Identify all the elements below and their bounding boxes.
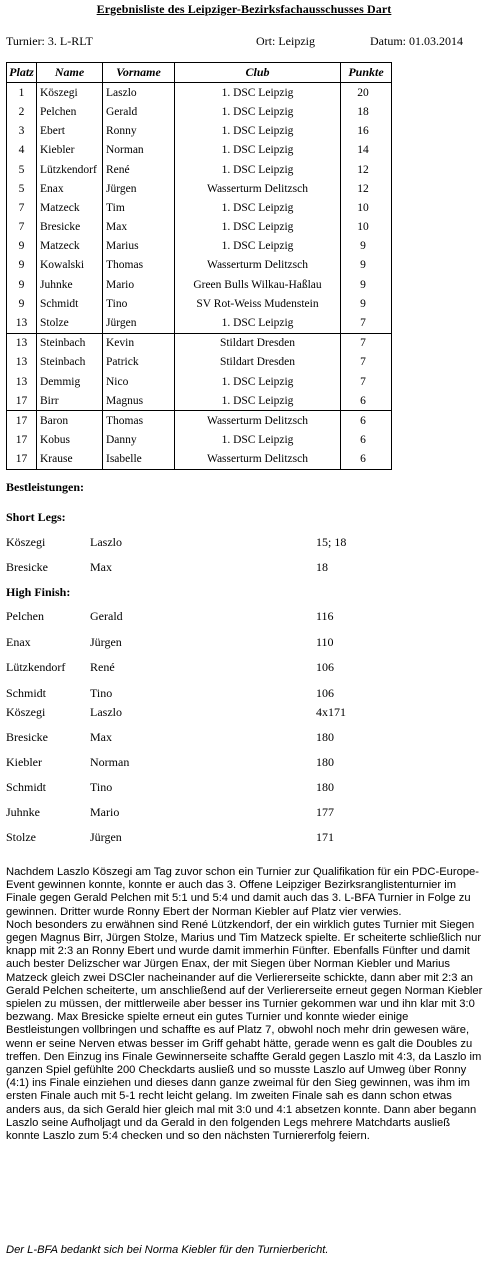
high-finish-value: 4x171: [316, 705, 346, 719]
cell-platz: 13: [7, 372, 37, 391]
cell-punkte: 9: [341, 294, 392, 313]
header-vorname: Vorname: [103, 63, 175, 83]
table-row: [7, 160, 392, 179]
table-row: [7, 179, 392, 198]
cell-punkte: 6: [341, 411, 392, 431]
report-paragraph-2: Noch besonders zu erwähnen sind René Lützkendorf, der ein wirklich gutes Turnier mit Siegen gegen Magnus Birr, Jürgen Stolze, Marius und Tim Matzeck spielte. Er scheiterte schließlich nur knapp mit 2:3 an Ronny Ebert und wurde damit immerhin Fünfter. Ebenfalls Fünfter und damit auch bester Delizscher war Jürgen Enax, der mit Siegen über Norman Kiebler und Marius Matzeck gleich zwei DSCler nacheinander auf die Verliererseite schickte, dann aber mit 2:3 an Gerald Pelchen scheiterte, um anschließend auf der Verliererseite erneut gegen Norman Kiebler spielen zu müssen, der mittlerweile aber besser ins Turnier gekommen war und ihn klar mit 3:0 bezwang. Max Bresicke spielte erneut ein gutes Turnier und konnte wieder einige Bestleistungen vollbringen und schaffte es auf Platz 7, obwohl noch mehr drin gewesen wäre, wenn er seine Nerven etwas besser im Griff gehabt hätte, gerade wenn es galt die Doubles zu treffen. Den Einzug ins Finale Gewinnerseite schaffte Gerald gegen Laszlo mit 4:3, da Laszlo im ganzen Spiel gefühlte 200 Checkdarts ausließ und so musste Laszlo auf Umweg über Ronny (4:1) ins Finale einziehen und dieses dann ganze zweimal für den Sieg gewinnen, was ihm im ersten Finale auch mit 5-1 recht leicht gelang. Im zweiten Finale sah es dann schon etwas anders aus, da sich Gerald hier gleich mal mit 3:0 und 4:1 absetzen konnte. Dann aber begann Laszlo seine Aufholjagt und da Gerald in den folgenden Legs mehrere Matchdarts ausließ konnte Laszlo zum 5:4 checken und so den nächsten Turniererfolg feiern.: [6, 918, 483, 1143]
cell-vorname: Kevin: [103, 333, 175, 353]
cell-club: Green Bulls Wilkau-Haßlau: [175, 275, 341, 294]
cell-club: 1. DSC Leipzig: [175, 237, 341, 256]
cell-name: Kiebler: [37, 141, 103, 160]
table-row: [7, 313, 392, 333]
high-finish-name: Juhnke: [6, 805, 40, 819]
cell-punkte: 12: [341, 160, 392, 179]
cell-vorname: René: [103, 160, 175, 179]
cell-vorname: Marius: [103, 237, 175, 256]
high-finish-name: Pelchen: [6, 609, 44, 623]
table-row: [7, 391, 392, 411]
bestleistungen-heading: Bestleistungen:: [6, 480, 84, 494]
cell-club: 1. DSC Leipzig: [175, 102, 341, 121]
short-legs-vorname: Laszlo: [90, 535, 122, 549]
cell-punkte: 10: [341, 218, 392, 237]
cell-punkte: 7: [341, 313, 392, 333]
cell-vorname: Magnus: [103, 391, 175, 411]
cell-name: Schmidt: [37, 294, 103, 313]
cell-platz: 13: [7, 353, 37, 372]
high-finish-name: Enax: [6, 635, 31, 649]
cell-punkte: 18: [341, 102, 392, 121]
cell-club: 1. DSC Leipzig: [175, 141, 341, 160]
cell-platz: 5: [7, 179, 37, 198]
cell-punkte: 7: [341, 372, 392, 391]
table-row: [7, 218, 392, 237]
cell-vorname: Mario: [103, 275, 175, 294]
cell-punkte: 9: [341, 237, 392, 256]
cell-punkte: 6: [341, 431, 392, 450]
cell-vorname: Tim: [103, 198, 175, 217]
header-club: Club: [175, 63, 341, 83]
high-finish-vorname: Tino: [90, 780, 113, 794]
cell-punkte: 9: [341, 275, 392, 294]
cell-platz: 2: [7, 102, 37, 121]
page-title: Ergebnisliste des Leipziger-Bezirksfachausschusses Dart: [96, 2, 392, 16]
cell-platz: 13: [7, 333, 37, 353]
short-legs-vorname: Max: [90, 560, 112, 574]
high-finish-vorname: René: [90, 660, 115, 674]
cell-platz: 9: [7, 237, 37, 256]
cell-platz: 17: [7, 391, 37, 411]
cell-platz: 9: [7, 294, 37, 313]
cell-name: Kowalski: [37, 256, 103, 275]
cell-platz: 5: [7, 160, 37, 179]
cell-platz: 9: [7, 256, 37, 275]
high-finish-name: Lützkendorf: [6, 660, 66, 674]
high-finish-name: Schmidt: [6, 780, 47, 794]
cell-name: Bresicke: [37, 218, 103, 237]
cell-platz: 13: [7, 313, 37, 333]
cell-club: Stildart Dresden: [175, 353, 341, 372]
short-legs-name: Bresicke: [6, 560, 48, 574]
table-row: [7, 372, 392, 391]
high-finish-name: Schmidt: [6, 686, 47, 700]
header-platz: Platz: [7, 63, 37, 83]
cell-name: Matzeck: [37, 237, 103, 256]
short-legs-value: 18: [316, 560, 328, 574]
cell-punkte: 6: [341, 391, 392, 411]
cell-club: 1. DSC Leipzig: [175, 160, 341, 179]
high-finish-vorname: Laszlo: [90, 705, 122, 719]
table-row: [7, 275, 392, 294]
cell-club: 1. DSC Leipzig: [175, 431, 341, 450]
cell-platz: 9: [7, 275, 37, 294]
table-row: [7, 141, 392, 160]
cell-vorname: Thomas: [103, 411, 175, 431]
table-row: [7, 102, 392, 121]
cell-vorname: Laszlo: [103, 83, 175, 103]
high-finish-vorname: Jürgen: [90, 635, 122, 649]
cell-name: Birr: [37, 391, 103, 411]
cell-punkte: 7: [341, 353, 392, 372]
high-finish-vorname: Jürgen: [90, 830, 122, 844]
cell-name: Pelchen: [37, 102, 103, 121]
high-finish-heading: High Finish:: [6, 585, 71, 599]
cell-platz: 17: [7, 431, 37, 450]
cell-platz: 7: [7, 198, 37, 217]
high-finish-value: 180: [316, 755, 334, 769]
high-finish-value: 106: [316, 660, 334, 674]
cell-platz: 17: [7, 411, 37, 431]
cell-club: Stildart Dresden: [175, 333, 341, 353]
cell-punkte: 20: [341, 83, 392, 103]
table-row: [7, 431, 392, 450]
high-finish-vorname: Tino: [90, 686, 113, 700]
table-row: [7, 237, 392, 256]
cell-vorname: Isabelle: [103, 450, 175, 470]
table-row: [7, 450, 392, 470]
table-row: [7, 294, 392, 313]
high-finish-value: 177: [316, 805, 334, 819]
cell-name: Lützkendorf: [37, 160, 103, 179]
cell-name: Matzeck: [37, 198, 103, 217]
datum-label: Datum: 01.03.2014: [370, 34, 463, 48]
cell-club: Wasserturm Delitzsch: [175, 411, 341, 431]
cell-vorname: Jürgen: [103, 313, 175, 333]
cell-vorname: Nico: [103, 372, 175, 391]
cell-name: Stolze: [37, 313, 103, 333]
cell-name: Demmig: [37, 372, 103, 391]
cell-club: 1. DSC Leipzig: [175, 313, 341, 333]
cell-punkte: 12: [341, 179, 392, 198]
table-row: [7, 256, 392, 275]
table-row: [7, 333, 392, 353]
high-finish-vorname: Norman: [90, 755, 130, 769]
cell-name: Enax: [37, 179, 103, 198]
cell-platz: 4: [7, 141, 37, 160]
results-table: [6, 62, 392, 470]
cell-vorname: Max: [103, 218, 175, 237]
high-finish-vorname: Max: [90, 730, 112, 744]
high-finish-vorname: Gerald: [90, 609, 123, 623]
cell-vorname: Danny: [103, 431, 175, 450]
table-row: [7, 83, 392, 103]
cell-club: Wasserturm Delitzsch: [175, 256, 341, 275]
high-finish-vorname: Mario: [90, 805, 120, 819]
high-finish-value: 106: [316, 686, 334, 700]
cell-name: Juhnke: [37, 275, 103, 294]
cell-vorname: Ronny: [103, 122, 175, 141]
table-row: [7, 353, 392, 372]
high-finish-name: Stolze: [6, 830, 36, 844]
ort-label: Ort: Leipzig: [256, 34, 315, 48]
short-legs-heading: Short Legs:: [6, 510, 66, 524]
results-header-row: [7, 63, 392, 83]
cell-vorname: Norman: [103, 141, 175, 160]
header-punkte: Punkte: [341, 63, 392, 83]
cell-punkte: 10: [341, 198, 392, 217]
high-finish-name: Kiebler: [6, 755, 42, 769]
table-row: [7, 122, 392, 141]
cell-platz: 7: [7, 218, 37, 237]
high-finish-name: Köszegi: [6, 705, 46, 719]
cell-name: Köszegi: [37, 83, 103, 103]
cell-punkte: 7: [341, 333, 392, 353]
report-thanks: Der L-BFA bedankt sich bei Norma Kiebler für den Turnierbericht.: [6, 1244, 329, 1256]
cell-name: Krause: [37, 450, 103, 470]
cell-punkte: 9: [341, 256, 392, 275]
cell-vorname: Jürgen: [103, 179, 175, 198]
turnier-label: Turnier: 3. L-RLT: [6, 34, 93, 48]
report-paragraph-1: Nachdem Laszlo Köszegi am Tag zuvor schon ein Turnier zur Qualifikation für ein PDC-Europe-Event gewinnen konnte, konnte er auch das 3. Offene Leipziger Bezirksranglistenturnier im Finale gegen Gerald Pelchen mit 5:1 und 5:4 und damit auch das 3. L-BFA Turnier in Folge zu gewinnen. Dritter wurde Ronny Ebert der Norman Kiebler auf Platz vier verwies.: [6, 866, 479, 918]
cell-vorname: Thomas: [103, 256, 175, 275]
cell-club: 1. DSC Leipzig: [175, 83, 341, 103]
cell-vorname: Patrick: [103, 353, 175, 372]
header-name: Name: [37, 63, 103, 83]
cell-platz: 17: [7, 450, 37, 470]
high-finish-value: 171: [316, 830, 334, 844]
cell-name: Kobus: [37, 431, 103, 450]
table-row: [7, 198, 392, 217]
high-finish-value: 180: [316, 780, 334, 794]
cell-name: Baron: [37, 411, 103, 431]
cell-platz: 1: [7, 83, 37, 103]
cell-vorname: Tino: [103, 294, 175, 313]
cell-punkte: 6: [341, 450, 392, 470]
cell-vorname: Gerald: [103, 102, 175, 121]
short-legs-name: Köszegi: [6, 535, 46, 549]
high-finish-value: 180: [316, 730, 334, 744]
cell-name: Ebert: [37, 122, 103, 141]
table-row: [7, 411, 392, 431]
short-legs-value: 15; 18: [316, 535, 347, 549]
cell-platz: 3: [7, 122, 37, 141]
cell-punkte: 16: [341, 122, 392, 141]
cell-club: 1. DSC Leipzig: [175, 218, 341, 237]
cell-name: Steinbach: [37, 333, 103, 353]
tournament-report: [6, 866, 484, 1143]
cell-club: Wasserturm Delitzsch: [175, 179, 341, 198]
cell-club: 1. DSC Leipzig: [175, 198, 341, 217]
cell-club: Wasserturm Delitzsch: [175, 450, 341, 470]
cell-club: 1. DSC Leipzig: [175, 122, 341, 141]
high-finish-value: 116: [316, 609, 334, 623]
high-finish-value: 110: [316, 635, 334, 649]
cell-club: 1. DSC Leipzig: [175, 391, 341, 411]
cell-punkte: 14: [341, 141, 392, 160]
cell-club: 1. DSC Leipzig: [175, 372, 341, 391]
cell-name: Steinbach: [37, 353, 103, 372]
high-finish-name: Bresicke: [6, 730, 48, 744]
cell-club: SV Rot-Weiss Mudenstein: [175, 294, 341, 313]
